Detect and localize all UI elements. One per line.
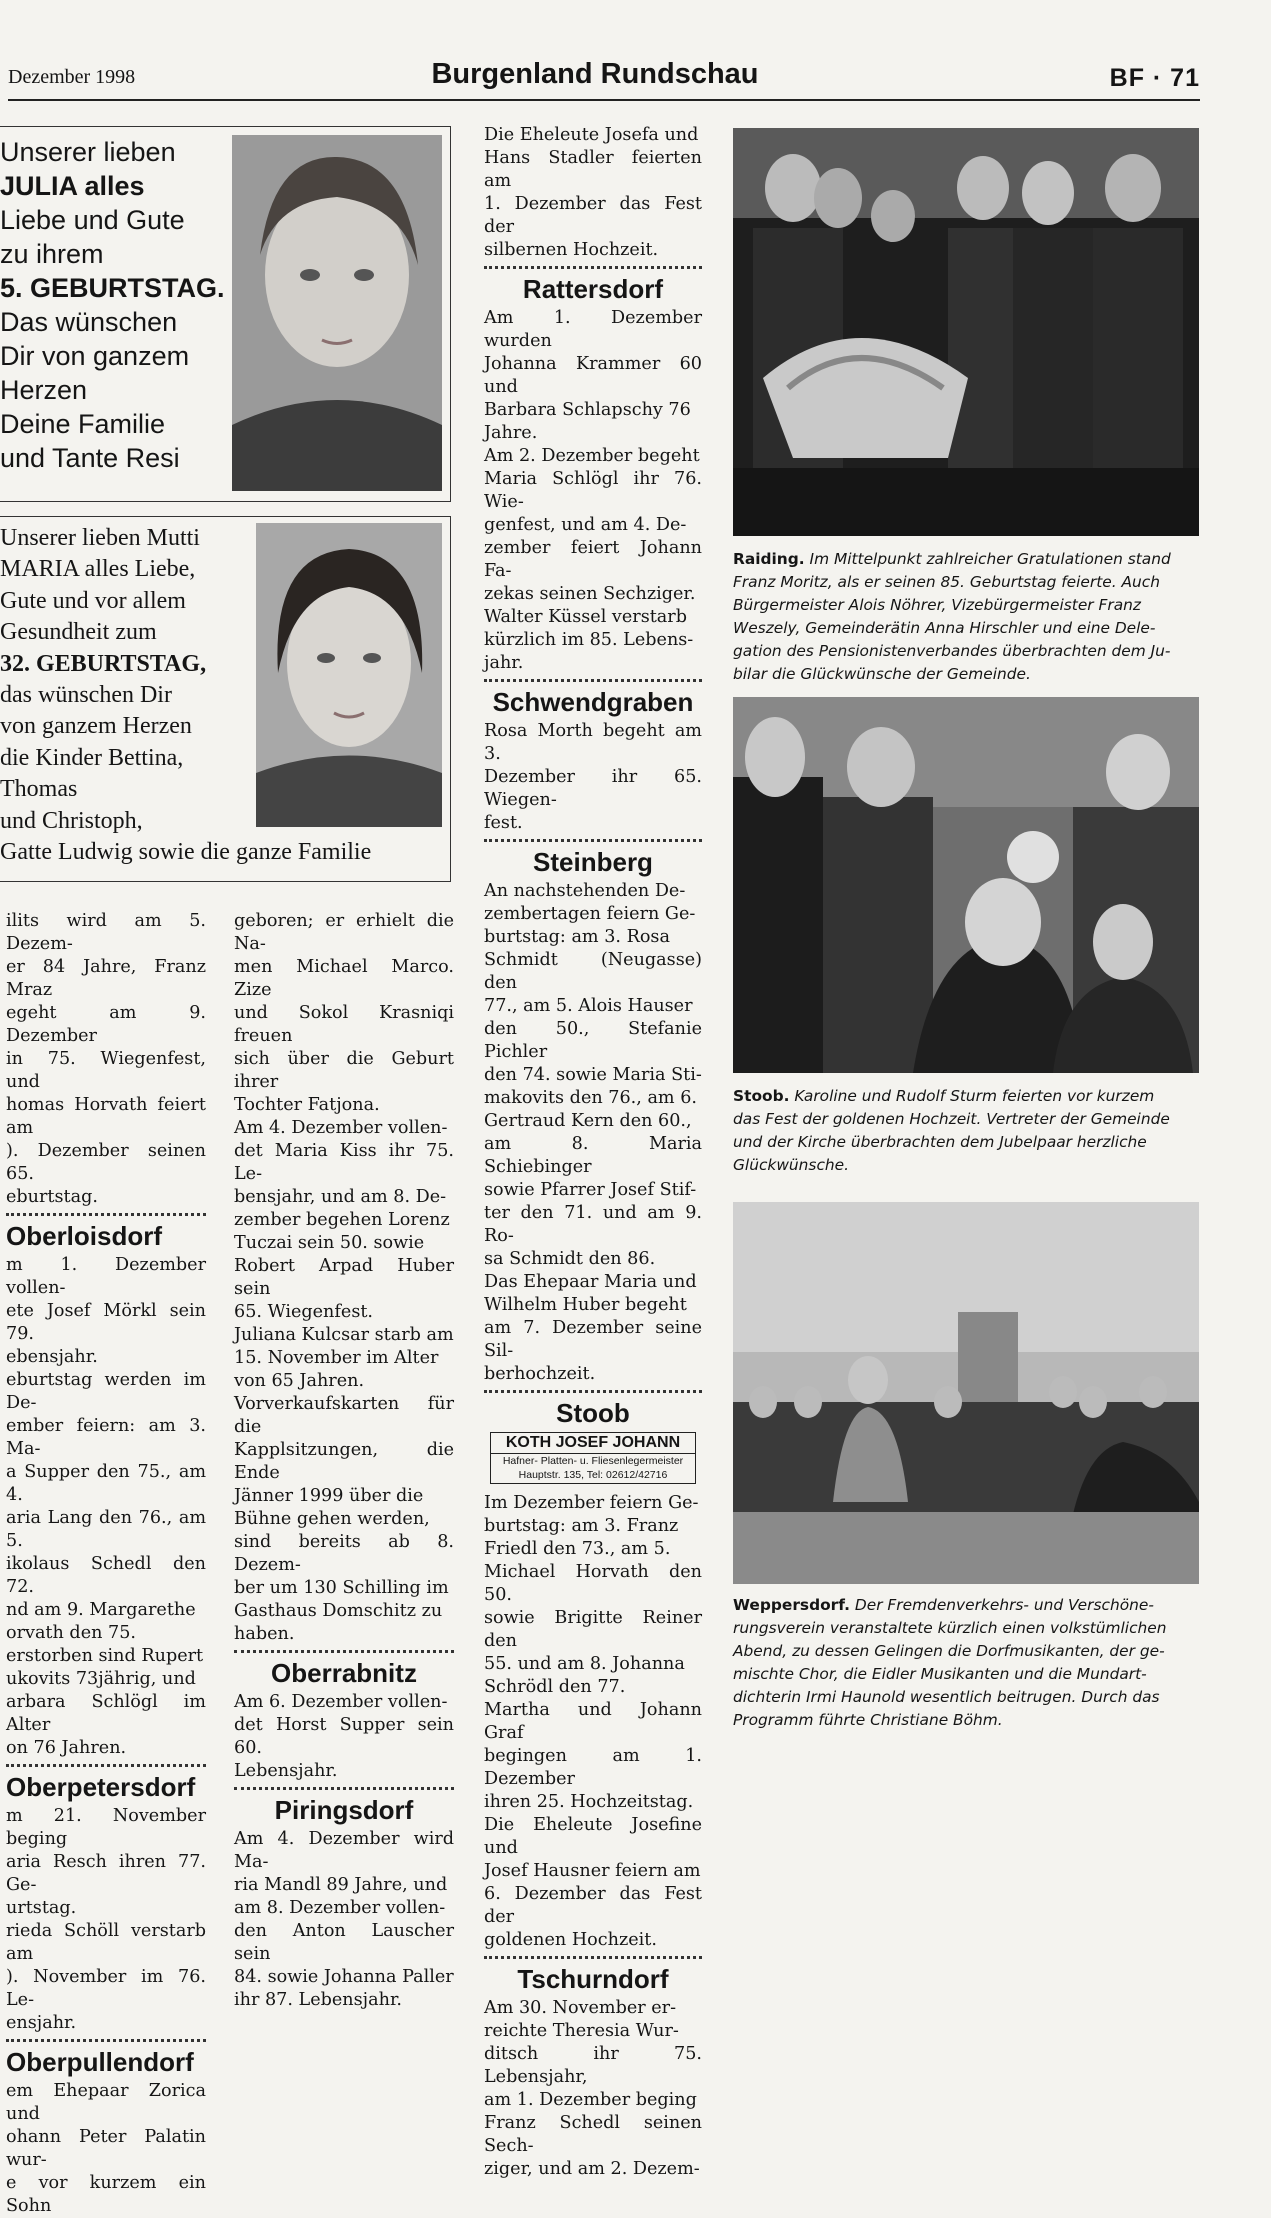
text-line: em Ehepaar Zorica und [6,2081,206,2124]
dotted-separator [484,1390,702,1393]
dotted-separator [6,2039,206,2042]
text-line: 55. und am 8. Johanna [484,1654,685,1674]
text-line: Am 6. Dezember vollen- [234,1692,448,1712]
text-line: sowie Brigitte Reiner den [484,1608,702,1651]
caption-line: Bürgermeister Alois Nöhrer, Vizebürgermeister Franz [733,596,1141,614]
text-line: eburtstag. [6,1187,98,1207]
text-line: e vor kurzem ein Sohn [6,2173,206,2216]
text-line: 77., am 5. Alois Hauser [484,996,693,1016]
text-line: Am 1. Dezember wurden [484,308,702,351]
caption-line: Glückwünsche. [733,1156,850,1174]
portrait-photo-julia [232,135,442,491]
text-line: Franz Schedl seinen Sech- [484,2113,702,2156]
text-line: zember begehen Lorenz [234,1210,450,1230]
text-line: berhochzeit. [484,1364,596,1384]
text-line: Juliana Kulcsar starb am [234,1325,454,1345]
text-line: Am 4. Dezember wird Ma- [234,1829,454,1872]
text-line: Martha und Johann Graf [484,1700,702,1743]
text-line: Die Eheleute Josefine und [484,1815,702,1858]
ad-line: Gute und vor allem [0,587,186,614]
text-line: Vorverkaufskarten für die [234,1394,454,1437]
text-line: Schrödl den 77. [484,1677,626,1697]
section-heading-tschurndorf: Tschurndorf [517,1964,669,1994]
text-line: Tochter Fatjona. [234,1095,380,1115]
text-line: 65. Wiegenfest. [234,1302,374,1322]
text-line: nd am 9. Margarethe [6,1600,196,1620]
text-line: erstorben sind Rupert [6,1646,204,1666]
greeting-ad-maria [0,516,451,882]
text-line: Schmidt (Neugasse) den [484,950,702,993]
text-line: makovits den 76., am 6. [484,1088,697,1108]
text-line: sind bereits ab 8. Dezem- [234,1532,454,1575]
caption-place-name: Stoob. [733,1087,790,1105]
text-line: on 76 Jahren. [6,1738,127,1758]
text-line: det Horst Supper sein 60. [234,1715,454,1758]
greeting-ad-text [0,135,230,475]
text-line: Das Ehepaar Maria und [484,1272,697,1292]
caption-stoob [733,1085,1203,1177]
text-line: haben. [234,1624,295,1644]
section-heading-rattersdorf: Rattersdorf [522,274,664,304]
column-2 [234,910,454,2012]
ad-line: Thomas [0,776,78,803]
text-line: Lebensjahr. [234,1761,338,1781]
dotted-separator [484,679,702,682]
caption-line: Stoob. Karoline und Rudolf Sturm feierten vor kurzem [733,1087,1155,1105]
ad-line: Deine Familie [0,409,166,439]
text-line: Maria Schlögl ihr 76. Wie- [484,469,702,512]
caption-raiding [733,548,1203,686]
dotted-separator [234,1650,454,1653]
caption-line: das Fest der goldenen Hochzeit. Vertreter der Gemeinde [733,1110,1170,1128]
text-line: ete Josef Mörkl sein 79. [6,1301,206,1344]
photo-raiding [733,128,1199,536]
page-number: BF · 71 [1109,64,1200,92]
text-line: goldenen Hochzeit. [484,1930,657,1950]
dotted-separator [484,1956,702,1959]
text-line: am 1. Dezember beging [484,2090,697,2110]
text-line: urtstag. [6,1898,77,1918]
text-line: am 8. Maria Schiebinger [484,1134,702,1177]
text-line: am 8. Dezember vollen- [234,1898,446,1918]
caption-line: und der Kirche überbrachten dem Jubelpaar herzliche [733,1133,1147,1151]
text-line: egeht am 9. Dezember [6,1003,206,1046]
header-date: Dezember 1998 [8,66,136,88]
text-line: ). November im 76. Le- [6,1967,206,2010]
text-line: 84. sowie Johanna Paller [234,1967,454,1987]
caption-line: Franz Moritz, als er seinen 85. Geburtstag feierte. Auch [733,573,1161,591]
text-line: 15. November im Alter [234,1348,439,1368]
text-line: jahr. [484,653,524,673]
text-line: den 74. sowie Maria Sti- [484,1065,702,1085]
text-line: rieda Schöll verstarb am [6,1921,206,1964]
ad-line: von ganzem Herzen [0,713,192,740]
text-line: ilits wird am 5. Dezem- [6,911,206,954]
text-line: ter den 71. und am 9. Ro- [484,1203,702,1246]
text-line: arbara Schlögl im Alter [6,1692,206,1735]
text-line: An nachstehenden De- [484,881,686,901]
ad-line: Dir von ganzem [0,341,190,371]
business-ad-address: Hauptstr. 135, Tel: 02612/42716 [518,1469,668,1481]
dotted-separator [6,1764,206,1767]
text-line: Jahre. [484,423,538,443]
caption-line: Weppersdorf. Der Fremdenverkehrs- und Verschöne- [733,1596,1154,1614]
ad-line: die Kinder Bettina, [0,744,184,771]
text-line: von 65 Jahren. [234,1371,365,1391]
text-line: Bühne gehen werden, [234,1509,430,1529]
dotted-separator [6,1213,206,1216]
text-line: ukovits 73jährig, und [6,1669,196,1689]
text-line: Am 2. Dezember begeht [484,446,700,466]
ad-line: JULIA alles [0,171,145,201]
text-line: zember feiert Johann Fa- [484,538,702,581]
text-line: Tuczai sein 50. sowie [234,1233,425,1253]
ad-line: das wünschen Dir [0,682,172,709]
section-heading-oberloisdorf: Oberloisdorf [6,1221,163,1251]
caption-weppersdorf [733,1594,1203,1732]
caption-place-name: Raiding. [733,550,805,568]
caption-place-name: Weppersdorf. [733,1596,850,1614]
newspaper-title: Burgenland Rundschau [431,58,759,90]
section-heading-oberrabnitz: Oberrabnitz [271,1658,417,1688]
text-line: genfest, und am 4. De- [484,515,687,535]
text-line: geboren; er erhielt die Na- [234,911,454,954]
text-line: Friedl den 73., am 5. [484,1539,671,1559]
business-ad-trade: Hafner- Platten- u. Fliesenlegermeister [502,1455,684,1467]
text-line: in 75. Wiegenfest, und [6,1049,206,1092]
text-line: sa Schmidt den 86. [484,1249,656,1269]
section-heading-oberpetersdorf: Oberpetersdorf [6,1772,196,1802]
photo-weppersdorf [733,1202,1199,1584]
dotted-separator [484,266,702,269]
text-line: bensjahr, und am 8. De- [234,1187,447,1207]
text-line: Dezember ihr 65. Wiegen- [484,767,702,810]
text-line: a Supper den 75., am 4. [6,1462,206,1505]
text-line: m 1. Dezember vollen- [6,1255,206,1298]
text-line: orvath den 75. [6,1623,137,1643]
text-line: aria Lang den 76., am 5. [6,1508,206,1551]
text-line: 1. Dezember das Fest der [484,194,702,237]
text-line: Barbara Schlapschy 76 [484,400,691,420]
dotted-separator [234,1787,454,1790]
text-line: ditsch ihr 75. Lebensjahr, [484,2044,702,2087]
portrait-photo-maria [256,523,442,827]
ad-line: Gatte Ludwig sowie die ganze Familie [0,839,372,866]
ad-line: 5. GEBURTSTAG. [0,273,225,303]
text-line: Die Eheleute Josefa und [484,125,699,145]
ad-line: Herzen [0,375,88,405]
text-line: kürzlich im 85. Lebens- [484,630,694,650]
text-line: Am 30. November er- [484,1998,677,2018]
text-line: er 84 Jahre, Franz Mraz [6,957,206,1000]
business-ad-koth [490,1432,696,1484]
text-line: fest. [484,813,523,833]
text-line: sich über die Geburt ihrer [234,1049,454,1092]
text-line: ikolaus Schedl den 72. [6,1554,206,1597]
text-line: silbernen Hochzeit. [484,240,659,260]
ad-line: Das wünschen [0,307,178,337]
caption-line: gation des Pensionistenverbandes überbrachten dem Ju- [733,642,1171,660]
ad-line: Unserer lieben Mutti [0,525,200,551]
business-ad-name: KOTH JOSEF JOHANN [491,1433,695,1454]
text-line: homas Horvath feiert am [6,1095,206,1138]
ad-line: Unserer lieben [0,137,176,167]
caption-line: Abend, zu dessen Gelingen die Dorfmusikanten, der ge- [733,1642,1165,1660]
text-line: Jänner 1999 über die [234,1486,424,1506]
text-line: Gertraud Kern den 60., [484,1111,692,1131]
ad-line: 32. GEBURTSTAG, [0,650,207,677]
text-line: Im Dezember feiern Ge- [484,1493,699,1513]
text-line: den 50., Stefanie Pichler [484,1019,702,1062]
text-line: ember feiern: am 3. Ma- [6,1416,206,1459]
text-line: Michael Horvath den 50. [484,1562,702,1605]
section-heading-steinberg: Steinberg [533,847,653,877]
caption-line: bilar die Glückwünsche der Gemeinde. [733,665,1031,683]
text-line: ihr 87. Lebensjahr. [234,1990,403,2010]
caption-line: mischte Chor, die Eidler Musikanten und die Mundart- [733,1665,1147,1683]
header-rule [8,99,1200,101]
ad-line: zu ihrem [0,239,104,269]
text-line: ria Mandl 89 Jahre, und [234,1875,448,1895]
text-line: und Sokol Krasniqi freuen [234,1003,454,1046]
text-line: ihren 25. Hochzeitstag. [484,1792,694,1812]
text-line: Kapplsitzungen, die Ende [234,1440,454,1483]
text-line: Hans Stadler feierten am [484,148,702,191]
text-line: det Maria Kiss ihr 75. Le- [234,1141,454,1184]
text-line: den Anton Lauscher sein [234,1921,454,1964]
text-line: burtstag: am 3. Franz [484,1516,679,1536]
dotted-separator [484,839,702,842]
text-line: Wilhelm Huber begeht [484,1295,687,1315]
text-line: Josef Hausner feiern am [484,1861,701,1881]
photo-stoob [733,697,1199,1073]
text-line: sowie Pfarrer Josef Stif- [484,1180,697,1200]
text-line: ziger, und am 2. Dezem- [484,2159,700,2179]
text-line: begingen am 1. Dezember [484,1746,702,1789]
column-3 [484,124,702,2181]
ad-line: Gesundheit zum [0,619,157,646]
text-line: men Michael Marco. Zize [234,957,454,1000]
text-line: ohann Peter Palatin wur- [6,2127,206,2170]
text-line: zekas seinen Sechziger. [484,584,696,604]
text-line: reichte Theresia Wur- [484,2021,679,2041]
section-heading-oberpullendorf: Oberpullendorf [6,2047,194,2077]
text-line: Gasthaus Domschitz zu [234,1601,443,1621]
text-line: Robert Arpad Huber sein [234,1256,454,1299]
text-line: burtstag: am 3. Rosa [484,927,670,947]
greeting-ad-julia [0,126,451,502]
caption-line: dichterin Irmi Haunold wesentlich beitrugen. Durch das [733,1688,1160,1706]
text-line: aria Resch ihren 77. Ge- [6,1852,206,1895]
text-line: 6. Dezember das Fest der [484,1884,702,1927]
text-line: zembertagen feiern Ge- [484,904,696,924]
ad-line: und Tante Resi [0,443,180,473]
text-line: m 21. November beging [6,1806,206,1849]
text-line: Johanna Krammer 60 und [484,354,702,397]
text-line: Walter Küssel verstarb [484,607,687,627]
text-line: ). Dezember seinen 65. [6,1141,206,1184]
caption-line: Raiding. Im Mittelpunkt zahlreicher Gratulationen stand [733,550,1171,568]
caption-line: Programm führte Christiane Böhm. [733,1711,1003,1729]
ad-line: MARIA alles Liebe, [0,556,196,583]
ad-line: Liebe und Gute [0,205,185,235]
caption-line: Weszely, Gemeinderätin Anna Hirschler und eine Dele- [733,619,1156,637]
text-line: eburtstag werden im De- [6,1370,206,1413]
section-heading-piringsdorf: Piringsdorf [274,1795,414,1825]
column-1 [6,910,206,2218]
text-line: am 7. Dezember seine Sil- [484,1318,702,1361]
section-heading-schwendgraben: Schwendgraben [492,687,694,717]
text-line: ber um 130 Schilling im [234,1578,449,1598]
section-heading-stoob: Stoob [556,1398,630,1428]
text-line: ebensjahr. [6,1347,98,1367]
text-line: ensjahr. [6,2013,77,2033]
caption-line: rungsverein veranstaltete kürzlich einen volkstümlichen [733,1619,1167,1637]
ad-line: und Christoph, [0,807,143,834]
text-line: Am 4. Dezember vollen- [234,1118,448,1138]
text-line: Rosa Morth begeht am 3. [484,721,702,764]
